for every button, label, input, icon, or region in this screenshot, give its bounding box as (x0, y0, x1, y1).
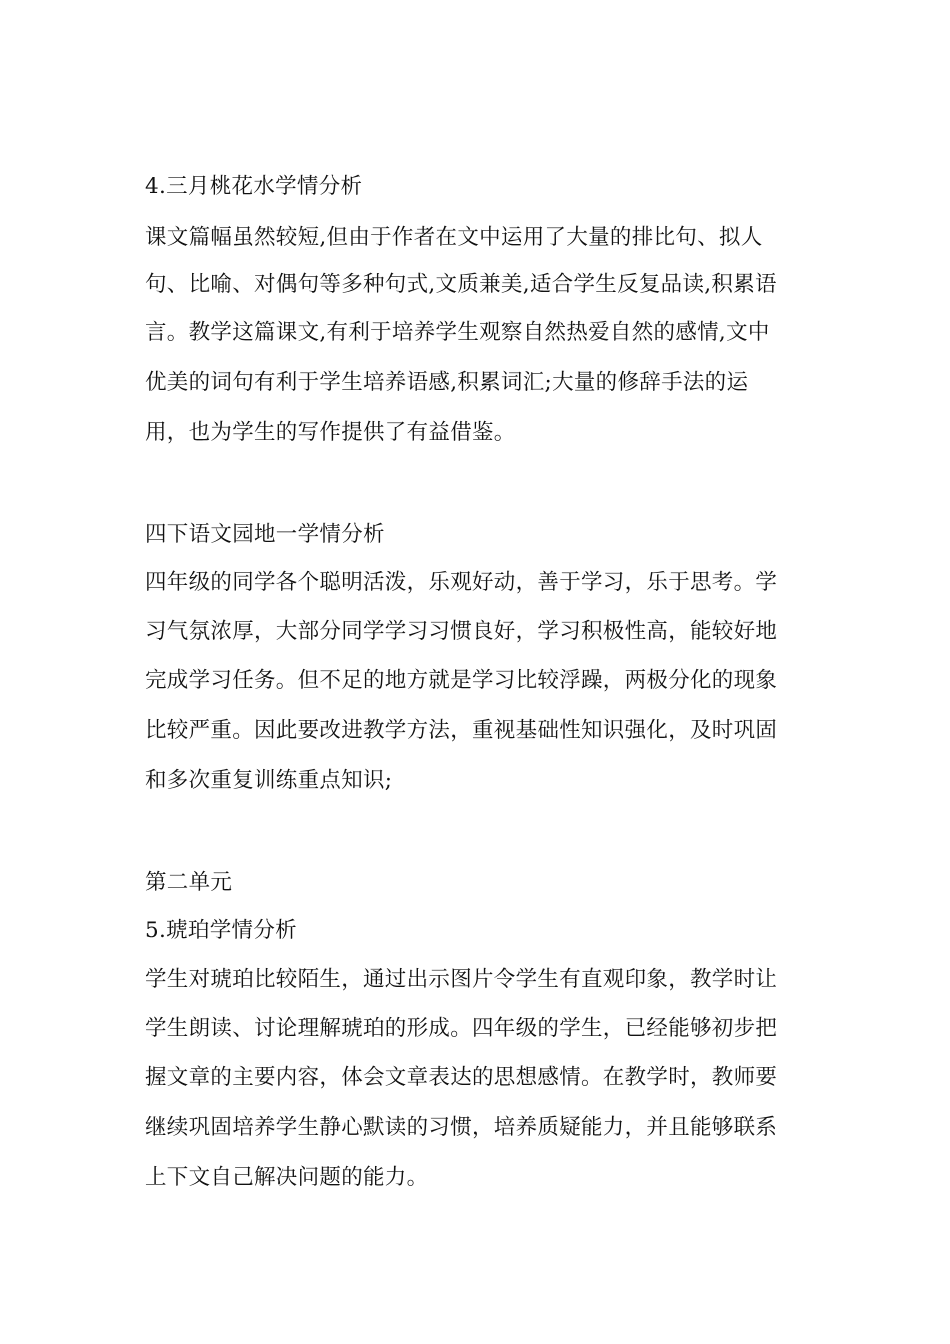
paragraph-line: 用，也为学生的写作提供了有益借鉴。 (145, 420, 516, 445)
section-heading-2: 四下语文园地一学情分析 (145, 522, 385, 547)
paragraph-line: 课文篇幅虽然较短,但由于作者在文中运用了大量的排比句、拟人 (145, 225, 763, 250)
section-heading-1: 4.三月桃花水学情分析 (145, 174, 363, 199)
paragraph-line: 继续巩固培养学生静心默读的习惯，培养质疑能力，并且能够联系 (145, 1115, 778, 1140)
paragraph-line: 优美的词句有利于学生培养语感,积累词汇;大量的修辞手法的运 (145, 370, 749, 395)
paragraph-line: 握文章的主要内容，体会文章表达的思想感情。在教学时，教师要 (145, 1065, 778, 1090)
paragraph-line: 比较严重。因此要改进教学方法，重视基础性知识强化，及时巩固 (145, 718, 778, 743)
paragraph-line: 学生朗读、讨论理解琥珀的形成。四年级的学生，已经能够初步把 (145, 1016, 778, 1041)
paragraph-line: 和多次重复训练重点知识; (145, 768, 393, 793)
paragraph-line: 上下文自己解决问题的能力。 (145, 1165, 429, 1190)
unit-title: 第二单元 (145, 870, 233, 895)
paragraph-line: 四年级的同学各个聪明活泼，乐观好动，善于学习，乐于思考。学 (145, 570, 778, 595)
paragraph-line: 完成学习任务。但不足的地方就是学习比较浮躁，两极分化的现象 (145, 668, 778, 693)
section-heading-3: 5.琥珀学情分析 (145, 918, 297, 943)
paragraph-line: 学生对琥珀比较陌生，通过出示图片令学生有直观印象，教学时让 (145, 967, 778, 992)
paragraph-line: 言。教学这篇课文,有利于培养学生观察自然热爱自然的感情,文中 (145, 320, 770, 345)
paragraph-line: 习气氛浓厚，大部分同学学习习惯良好，学习积极性高，能较好地 (145, 619, 778, 644)
paragraph-line: 句、比喻、对偶句等多种句式,文质兼美,适合学生反复品读,积累语 (145, 272, 777, 297)
